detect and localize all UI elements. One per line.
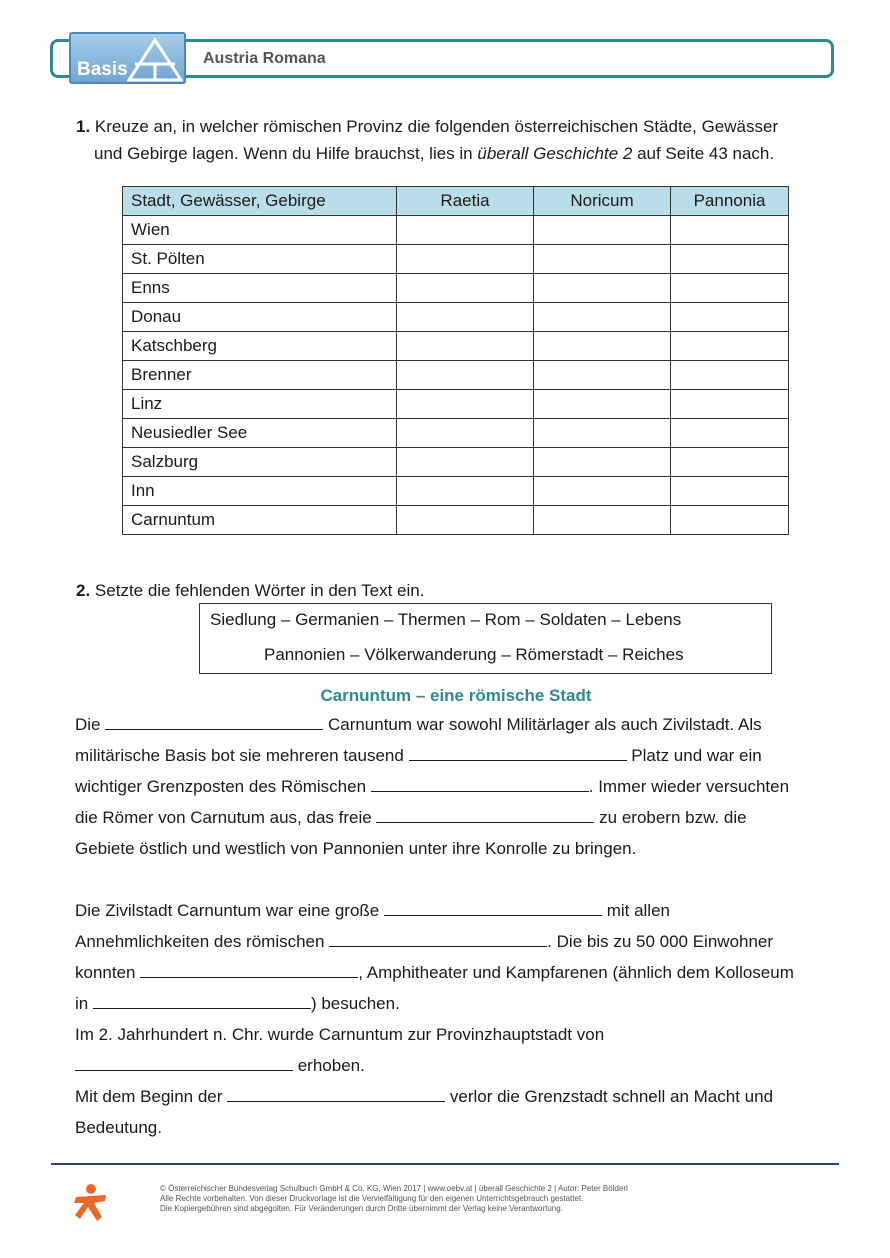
checkbox-cell-pannonia[interactable] — [671, 419, 789, 448]
book-title: überall Geschichte 2 — [477, 144, 633, 163]
page-title: Austria Romana — [203, 50, 326, 67]
row-label: Linz — [123, 390, 397, 419]
footer-divider — [51, 1163, 839, 1165]
checkbox-cell-noricum[interactable] — [534, 506, 671, 535]
cloze-line: erhoben. — [75, 1050, 835, 1081]
checkbox-cell-noricum[interactable] — [534, 448, 671, 477]
cloze-text — [75, 709, 835, 1143]
checkbox-cell-noricum[interactable] — [534, 477, 671, 506]
cloze-line: wichtiger Grenzposten des Römischen . Immer wieder versuchten — [75, 771, 835, 802]
row-label: Carnuntum — [123, 506, 397, 535]
cloze-line: Annehmlichkeiten des römischen . Die bis zu 50 000 Einwohner — [75, 926, 835, 957]
checkbox-cell-noricum[interactable] — [534, 274, 671, 303]
row-label: Wien — [123, 216, 397, 245]
column-header-raetia: Raetia — [397, 187, 534, 216]
checkbox-cell-pannonia[interactable] — [671, 361, 789, 390]
cloze-line: militärische Basis bot sie mehreren tausend Platz und war ein — [75, 740, 835, 771]
checkbox-cell-raetia[interactable] — [397, 303, 534, 332]
checkbox-cell-raetia[interactable] — [397, 216, 534, 245]
checkbox-cell-noricum[interactable] — [534, 361, 671, 390]
column-header-noricum: Noricum — [534, 187, 671, 216]
publisher-logo-icon — [72, 1183, 110, 1223]
checkbox-cell-pannonia[interactable] — [671, 477, 789, 506]
word-bank — [199, 603, 772, 674]
table-row — [123, 274, 789, 303]
checkbox-cell-raetia[interactable] — [397, 448, 534, 477]
checkbox-cell-noricum[interactable] — [534, 303, 671, 332]
row-label: Enns — [123, 274, 397, 303]
cloze-line: Die Carnuntum war sowohl Militärlager als auch Zivilstadt. Als — [75, 709, 835, 740]
checkbox-cell-noricum[interactable] — [534, 245, 671, 274]
task-1-text-cont: und Gebirge lagen. Wenn du Hilfe brauchst, lies in — [94, 144, 478, 163]
checkbox-cell-pannonia[interactable] — [671, 448, 789, 477]
table-row — [123, 245, 789, 274]
fill-blank[interactable] — [140, 959, 358, 978]
checkbox-cell-raetia[interactable] — [397, 361, 534, 390]
checkbox-cell-noricum[interactable] — [534, 419, 671, 448]
task-2-text: Setzte die fehlenden Wörter in den Text ein. — [94, 581, 425, 600]
table-row — [123, 332, 789, 361]
footer-copyright — [160, 1184, 628, 1214]
checkbox-cell-noricum[interactable] — [534, 390, 671, 419]
checkbox-cell-pannonia[interactable] — [671, 274, 789, 303]
column-header-place: Stadt, Gewässer, Gebirge — [123, 187, 397, 216]
cloze-line: in ) besuchen. — [75, 988, 835, 1019]
table-row — [123, 216, 789, 245]
task-1-instructions — [76, 113, 836, 167]
row-label: Donau — [123, 303, 397, 332]
column-header-pannonia: Pannonia — [671, 187, 789, 216]
checkbox-cell-raetia[interactable] — [397, 274, 534, 303]
checkbox-cell-pannonia[interactable] — [671, 506, 789, 535]
table-row — [123, 448, 789, 477]
checkbox-cell-pannonia[interactable] — [671, 390, 789, 419]
fill-blank[interactable] — [329, 928, 547, 947]
checkbox-cell-raetia[interactable] — [397, 390, 534, 419]
checkbox-cell-pannonia[interactable] — [671, 245, 789, 274]
row-label: St. Pölten — [123, 245, 397, 274]
checkbox-cell-raetia[interactable] — [397, 477, 534, 506]
fill-blank[interactable] — [371, 773, 589, 792]
fill-blank[interactable] — [384, 897, 602, 916]
basis-logo — [69, 32, 186, 84]
row-label: Inn — [123, 477, 397, 506]
fill-blank[interactable] — [75, 1052, 293, 1071]
triangle-logo-icon — [127, 38, 183, 82]
table-row — [123, 419, 789, 448]
province-table — [122, 186, 789, 535]
fill-blank[interactable] — [376, 804, 594, 823]
task-1-text-end: auf Seite 43 nach. — [632, 144, 775, 163]
table-row — [123, 506, 789, 535]
cloze-line: konnten , Amphitheater und Kampfarenen (ähnlich dem Kolloseum — [75, 957, 835, 988]
fill-blank[interactable] — [227, 1083, 445, 1102]
checkbox-cell-noricum[interactable] — [534, 216, 671, 245]
logo-text: Basis — [77, 59, 128, 80]
table-row — [123, 361, 789, 390]
cloze-line: Gebiete östlich und westlich von Pannonien unter ihre Konrolle zu bringen. — [75, 839, 637, 858]
checkbox-cell-raetia[interactable] — [397, 419, 534, 448]
footer-line-3: Die Kopiergebühren sind abgegolten. Für Veränderungen durch Dritte übernimmt der Verlag keine Verantwortung. — [160, 1204, 563, 1213]
task-1-number: 1. — [76, 117, 91, 136]
row-label: Brenner — [123, 361, 397, 390]
fill-blank[interactable] — [93, 990, 311, 1009]
section-title: Carnuntum – eine römische Stadt — [320, 686, 592, 705]
table-row — [123, 477, 789, 506]
task-2-instructions — [76, 577, 424, 604]
fill-blank[interactable] — [105, 711, 323, 730]
word-bank-line-2: Pannonien – Völkerwanderung – Römerstadt – Reiches — [264, 645, 684, 664]
cloze-line: Bedeutung. — [75, 1118, 162, 1137]
footer-line-1: © Österreichischer Bundesverlag Schulbuch GmbH & Co. KG, Wien 2017 | www.oebv.at | überall Geschichte 2 | Autor: Peter Bölderl — [160, 1184, 628, 1193]
row-label: Katschberg — [123, 332, 397, 361]
table-header-row — [123, 187, 789, 216]
fill-blank[interactable] — [409, 742, 627, 761]
checkbox-cell-pannonia[interactable] — [671, 216, 789, 245]
word-bank-line-1: Siedlung – Germanien – Thermen – Rom – Soldaten – Lebens — [210, 610, 682, 629]
row-label: Neusiedler See — [123, 419, 397, 448]
row-label: Salzburg — [123, 448, 397, 477]
table-body — [123, 216, 789, 535]
checkbox-cell-pannonia[interactable] — [671, 303, 789, 332]
checkbox-cell-pannonia[interactable] — [671, 332, 789, 361]
cloze-line: Mit dem Beginn der verlor die Grenzstadt schnell an Macht und — [75, 1081, 835, 1112]
footer-line-2: Alle Rechte vorbehalten. Von dieser Druckvorlage ist die Vervielfältigung für den eigenen Unterrichtsgebrauch gestattet. — [160, 1194, 584, 1203]
table-row — [123, 390, 789, 419]
cloze-line: die Römer von Carnutum aus, das freie zu erobern bzw. die — [75, 802, 835, 833]
checkbox-cell-raetia[interactable] — [397, 245, 534, 274]
checkbox-cell-noricum[interactable] — [534, 332, 671, 361]
checkbox-cell-raetia[interactable] — [397, 332, 534, 361]
cloze-line: Im 2. Jahrhundert n. Chr. wurde Carnuntum zur Provinzhauptstadt von — [75, 1025, 605, 1044]
task-2-number: 2. — [76, 581, 91, 600]
task-1-text: Kreuze an, in welcher römischen Provinz die folgenden österreichischen Städte, Gewässer — [94, 117, 779, 136]
cloze-line: Die Zivilstadt Carnuntum war eine große mit allen — [75, 895, 835, 926]
checkbox-cell-raetia[interactable] — [397, 506, 534, 535]
table-row — [123, 303, 789, 332]
